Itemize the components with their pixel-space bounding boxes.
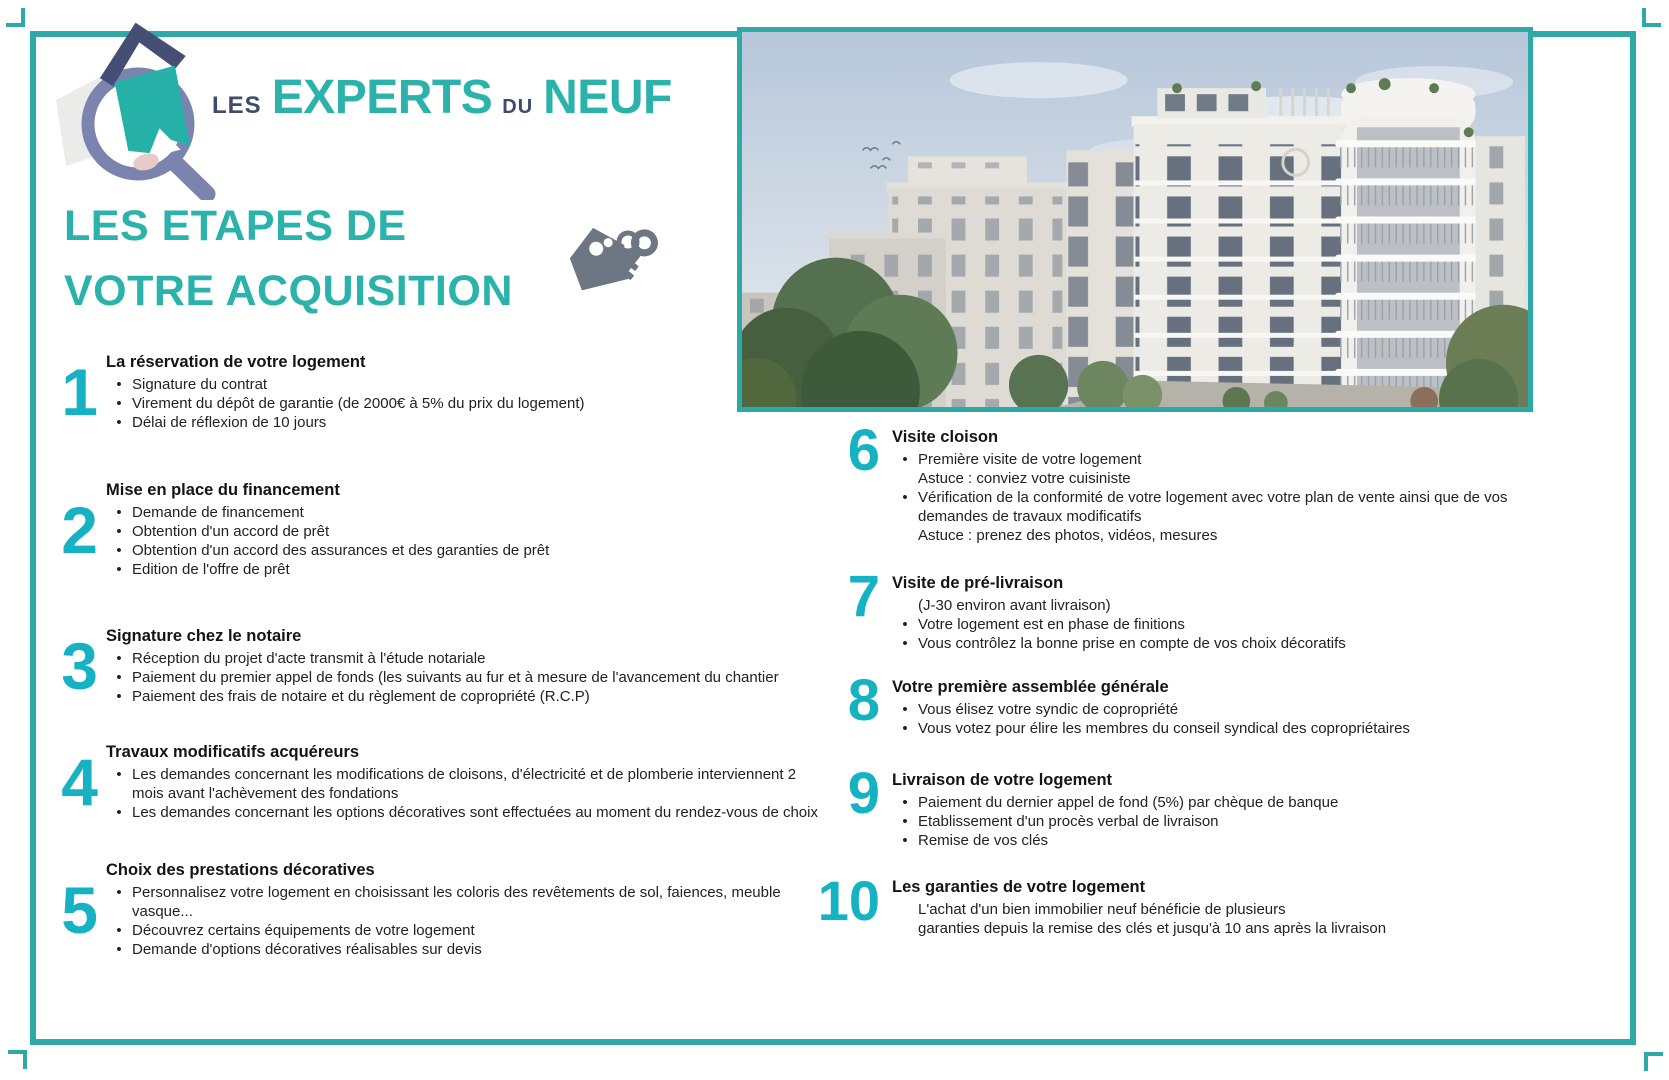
bullet-item: • Réception du projet d'acte transmit à l'étude notariale [106, 649, 779, 668]
bullet-dot: • [116, 669, 122, 686]
step-heading: Travaux modificatifs acquéreurs [106, 743, 360, 761]
brand-les: LES [212, 92, 262, 119]
step-heading: Visite de pré-livraison [892, 574, 1064, 592]
bullet-item: • Obtention d'un accord des assurances et des garanties de prêt [106, 541, 549, 560]
bullet-dot: • [116, 395, 122, 412]
page-title [64, 194, 513, 324]
bullet-item: • Délai de réflexion de 10 jours [106, 413, 585, 432]
bullet-item: • Votre logement est en phase de finitions [892, 615, 1346, 634]
brand-wordmark [212, 70, 672, 125]
brand-du: DU [502, 96, 534, 118]
bullet-item: • Paiement du dernier appel de fond (5%) par chèque de banque [892, 793, 1338, 812]
bullet-item: • Paiement du premier appel de fonds (les suivants au fur et à mesure de l'avancement du chantier [106, 668, 779, 687]
bullet-dot: • [902, 813, 908, 830]
corner-mark-top-right-icon [1642, 8, 1661, 27]
page-title-line2: VOTRE ACQUISITION [64, 267, 513, 315]
step-9 [822, 761, 1562, 850]
step-heading: Les garanties de votre logement [892, 878, 1146, 896]
bullet-dot: • [116, 941, 122, 958]
step-bullets [892, 900, 1386, 938]
bullet-item: • Les demandes concernant les options décoratives sont effectuées au moment du rendez-vous de choix [106, 803, 822, 822]
bullet-item: • Vous contrôlez la bonne prise en compte de vos choix décoratifs [892, 634, 1346, 653]
step-bullets [892, 793, 1338, 850]
bullet-dot: • [116, 542, 122, 559]
bullet-item: L'achat d'un bien immobilier neuf bénéficie de plusieurs [918, 901, 1286, 918]
house-keys-icon [556, 216, 678, 302]
bullet-dot: • [116, 922, 122, 939]
step-heading: Visite cloison [892, 428, 999, 446]
bullet-dot: • [116, 414, 122, 431]
step-heading: Choix des prestations décoratives [106, 861, 375, 879]
step-bullets [892, 596, 1346, 653]
bullet-item: garanties depuis la remise des clés et jusqu'à 10 ans après la livraison [918, 920, 1387, 937]
step-7 [822, 564, 1562, 653]
bullet-item: • Demande de financement [106, 503, 549, 522]
bullet-item: • Découvrez certains équipements de votre logement [106, 921, 822, 940]
step-2 [44, 480, 824, 579]
step-number: 7 [847, 564, 880, 629]
bullet-item: • Etablissement d'un procès verbal de livraison [892, 812, 1338, 831]
step-number: 9 [847, 761, 880, 826]
building-illustration [742, 32, 1528, 407]
step-bullets [106, 883, 822, 959]
bullet-dot: • [116, 376, 122, 393]
bullet-item: • Vérification de la conformité de votre logement avec votre plan de vente ainsi que de vos demandes de travaux modificatifs [892, 488, 1538, 526]
bullet-dot: • [116, 688, 122, 705]
bullet-dot: • [902, 451, 908, 468]
bullet-dot: • [116, 884, 122, 901]
bullet-dot: • [116, 650, 122, 667]
step-bullets [106, 765, 822, 822]
magnifier-house-logo-icon [50, 0, 220, 200]
bullet-dot: • [902, 616, 908, 633]
step-number: 3 [61, 629, 98, 703]
step-bullets [106, 375, 585, 432]
brand-experts: EXPERTS [271, 71, 493, 124]
step-heading: Mise en place du financement [106, 481, 340, 499]
step-heading: Votre première assemblée générale [892, 678, 1169, 696]
bullet-dot: • [902, 701, 908, 718]
bullet-item: • Personnalisez votre logement en choisissant les coloris des revêtements de sol, faiences, meuble vasque... [106, 883, 822, 921]
bullet-dot: • [902, 832, 908, 849]
corner-mark-bottom-right-icon [1644, 1052, 1663, 1071]
step-bullets [106, 649, 779, 706]
step-4 [44, 742, 844, 822]
bullet-item: • Edition de l'offre de prêt [106, 560, 549, 579]
page-title-line1: LES ETAPES DE [64, 202, 407, 250]
step-number: 5 [61, 872, 98, 947]
corner-mark-bottom-left-icon [8, 1050, 27, 1069]
bullet-item: • Demande d'options décoratives réalisables sur devis [106, 940, 822, 959]
step-8 [822, 668, 1562, 738]
bullet-item: • Les demandes concernant les modifications de cloisons, d'électricité et de plomberie interviennent 2 mois avant l'achèvement des fondations [106, 765, 822, 803]
step-number: 10 [817, 869, 880, 932]
bullet-dot: • [902, 635, 908, 652]
bullet-dot: • [902, 720, 908, 737]
step-number: 2 [61, 492, 98, 567]
step-number: 1 [61, 355, 98, 429]
step-5 [44, 860, 844, 959]
bullet-dot: • [902, 489, 908, 506]
bullet-item: • Obtention d'un accord de prêt [106, 522, 549, 541]
new-building-photo [737, 27, 1533, 412]
bullet-dot: • [116, 766, 122, 783]
step-number: 8 [847, 668, 880, 733]
step-3 [44, 626, 844, 706]
bullet-item: • Remise de vos clés [892, 831, 1338, 850]
bullet-item: • Première visite de votre logement [892, 450, 1538, 469]
step-heading: Signature chez le notaire [106, 627, 302, 645]
bullet-item: • Virement du dépôt de garantie (de 2000€ à 5% du prix du logement) [106, 394, 585, 413]
step-number: 6 [847, 418, 880, 483]
bullet-dot: • [116, 504, 122, 521]
corner-mark-top-left-icon [6, 8, 25, 27]
bullet-dot: • [902, 794, 908, 811]
bullet-item: Astuce : prenez des photos, vidéos, mesures [918, 527, 1218, 544]
bullet-item: Astuce : conviez votre cuisiniste [918, 470, 1131, 487]
bullet-item: • Paiement des frais de notaire et du règlement de copropriété (R.C.P) [106, 687, 779, 706]
step-1 [44, 352, 824, 432]
brand-neuf: NEUF [543, 71, 672, 124]
bullet-dot: • [116, 561, 122, 578]
bullet-dot: • [116, 804, 122, 821]
bullet-item: • Vous votez pour élire les membres du conseil syndical des copropriétaires [892, 719, 1410, 738]
bullet-dot: • [116, 523, 122, 540]
step-heading: Livraison de votre logement [892, 771, 1113, 789]
bullet-item: (J-30 environ avant livraison) [918, 597, 1111, 614]
step-10 [800, 869, 1562, 938]
bullet-item: • Signature du contrat [106, 375, 585, 394]
step-bullets [892, 700, 1410, 738]
step-bullets [106, 503, 549, 579]
step-number: 4 [61, 745, 98, 819]
bullet-item: • Vous élisez votre syndic de copropriété [892, 700, 1410, 719]
step-heading: La réservation de votre logement [106, 353, 366, 371]
step-bullets [892, 450, 1538, 545]
step-6 [822, 418, 1562, 545]
